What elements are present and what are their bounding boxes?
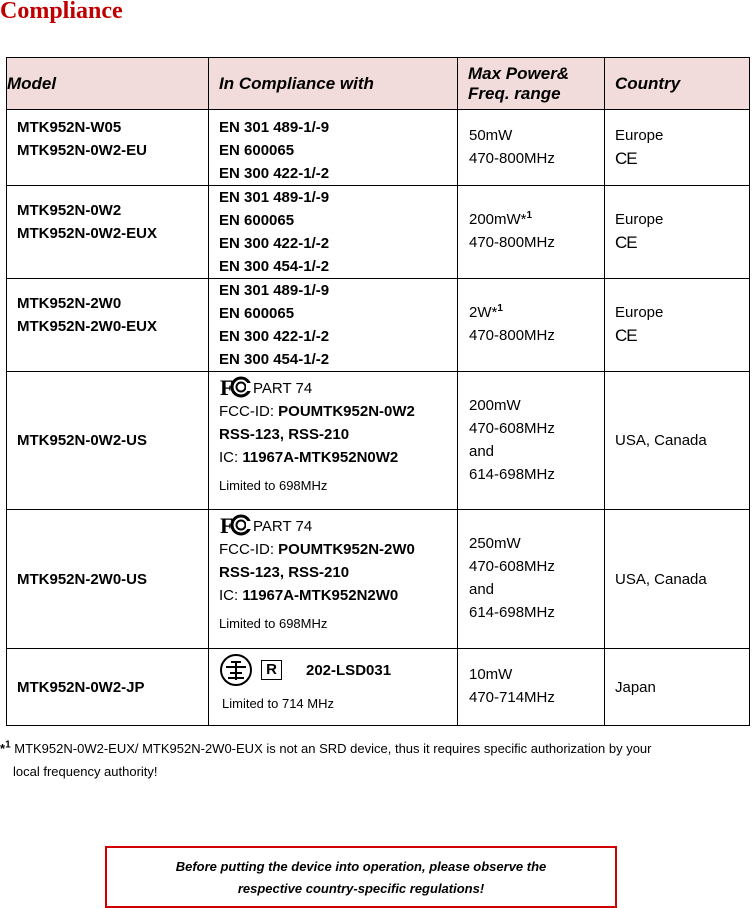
rss-standards: RSS-123, RSS-210 [219, 564, 350, 581]
freq-range: 470-608MHz [469, 420, 555, 437]
limited-note: Limited to 698MHz [219, 616, 328, 631]
model-name: MTK952N-0W2-JP [17, 678, 145, 696]
model-name: MTK952N-W05 [17, 119, 122, 136]
power-cell [458, 510, 605, 649]
standard-item: EN 600065 [219, 212, 295, 229]
standard-item: EN 300 422-1/-2 [219, 165, 330, 182]
page-title: Compliance [0, 0, 123, 24]
country-name: Europe [615, 127, 664, 144]
freq-range: 470-714MHz [469, 689, 555, 706]
power-cell [458, 186, 605, 279]
standard-item: EN 301 489-1/-9 [219, 189, 330, 206]
freq-range: 470-800MHz [469, 234, 555, 251]
freq-and: and [469, 581, 495, 598]
model-name: MTK952N-0W2-EU [17, 142, 148, 159]
country-name: Europe [615, 211, 664, 228]
ic-line [219, 584, 457, 607]
footnote-ref: 1 [497, 303, 503, 314]
fcc-id-label: FCC-ID: [219, 541, 279, 558]
table-row [7, 279, 750, 372]
standards-cell [209, 186, 458, 279]
table-row [7, 649, 750, 726]
header-power-line2: Freq. range [468, 83, 561, 103]
fcc-id-label: FCC-ID: [219, 403, 279, 420]
fcc-logo-icon [219, 375, 253, 400]
warning-line1: Before putting the device into operation, please observe the [175, 859, 547, 874]
footnote [0, 737, 753, 783]
freq-range: 470-800MHz [469, 327, 555, 344]
model-cell [7, 372, 209, 510]
freq-range: 470-800MHz [469, 150, 555, 167]
ic-label: IC: [219, 449, 243, 466]
standards-cell [209, 279, 458, 372]
power-value: 250mW [469, 535, 521, 552]
svg-text:F: F [220, 375, 234, 400]
fcc-logo-icon [219, 513, 253, 538]
model-cell [7, 279, 209, 372]
country-cell [605, 510, 750, 649]
fcc-id-line [219, 400, 457, 423]
rss-standards: RSS-123, RSS-210 [219, 426, 350, 443]
country-cell [605, 279, 750, 372]
ic-value: 11967A-MTK952N2W0 [242, 587, 399, 604]
standards-cell [209, 110, 458, 186]
country-name: USA, Canada [615, 432, 707, 449]
standard-item: EN 600065 [219, 305, 295, 322]
model-name: MTK952N-0W2-EUX [17, 225, 158, 242]
model-name: MTK952N-0W2-US [17, 432, 148, 449]
header-power [458, 58, 605, 110]
model-name: MTK952N-2W0 [17, 295, 122, 312]
fcc-part: PART 74 [253, 380, 313, 397]
ic-label: IC: [219, 587, 243, 604]
jp-cert-line [219, 653, 457, 687]
compliance-table [6, 57, 750, 726]
warning-line2: respective country-specific regulations! [237, 881, 485, 896]
power-cell [458, 110, 605, 186]
power-cell [458, 372, 605, 510]
freq-range: 614-698MHz [469, 466, 555, 483]
table-row [7, 372, 750, 510]
fcc-id-value: POUMTK952N-0W2 [278, 403, 415, 420]
standards-cell [209, 372, 458, 510]
ce-mark-icon: CE [615, 233, 637, 252]
standards-cell [209, 649, 458, 726]
country-cell [605, 186, 750, 279]
power-value: 200mW* [469, 211, 527, 228]
country-name: Europe [615, 304, 664, 321]
footnote-text: MTK952N-0W2-EUX/ MTK952N-2W0-EUX is not an SRD device, thus it requires specific authorization by your [10, 741, 652, 756]
table-row [7, 186, 750, 279]
standard-item: EN 301 489-1/-9 [219, 119, 330, 136]
country-cell [605, 110, 750, 186]
power-value: 200mW [469, 397, 521, 414]
ic-line [219, 446, 457, 469]
footnote-ref: 1 [526, 210, 533, 221]
header-power-line1: Max Power& [468, 63, 570, 83]
power-cell [458, 279, 605, 372]
footnote-text-line2: local frequency authority! [13, 764, 158, 779]
model-name: MTK952N-2W0-EUX [17, 318, 158, 335]
standard-item: EN 300 454-1/-2 [219, 258, 330, 275]
standard-item: EN 600065 [219, 142, 295, 159]
ic-value: 11967A-MTK952N0W2 [242, 449, 399, 466]
table-row [7, 510, 750, 649]
limited-note: Limited to 698MHz [219, 478, 328, 493]
giteki-mark-icon [219, 653, 253, 687]
freq-range: 470-608MHz [469, 558, 555, 575]
country-name: Japan [615, 678, 656, 696]
table-row [7, 110, 750, 186]
country-cell [605, 649, 750, 726]
power-cell [458, 649, 605, 726]
standard-item: EN 300 422-1/-2 [219, 328, 330, 345]
freq-range: 614-698MHz [469, 604, 555, 621]
header-model: Model [7, 58, 209, 110]
r-mark-icon: R [261, 660, 282, 680]
model-name: MTK952N-0W2 [17, 202, 122, 219]
limited-note: Limited to 714 MHz [222, 696, 334, 711]
ce-mark-icon: CE [615, 326, 637, 345]
standards-cell [209, 510, 458, 649]
ce-mark-icon: CE [615, 149, 637, 168]
fcc-id-line [219, 538, 457, 561]
fcc-part: PART 74 [253, 518, 313, 535]
power-value: 2W* [469, 304, 498, 321]
footnote-sup: 1 [5, 739, 11, 751]
freq-and: and [469, 443, 495, 460]
svg-text:F: F [220, 513, 234, 538]
fcc-id-value: POUMTK952N-2W0 [278, 541, 415, 558]
table-header-row [7, 58, 750, 110]
model-cell [7, 510, 209, 649]
country-name: USA, Canada [615, 570, 707, 588]
header-country: Country [605, 58, 750, 110]
model-cell [7, 186, 209, 279]
country-cell [605, 372, 750, 510]
model-cell [7, 110, 209, 186]
standard-item: EN 301 489-1/-9 [219, 282, 330, 299]
fcc-line [219, 375, 457, 400]
jp-cert-number: 202-LSD031 [306, 661, 392, 679]
standard-item: EN 300 454-1/-2 [219, 351, 330, 368]
footnote-marker: * [0, 741, 6, 756]
footnote-line1 [0, 741, 651, 756]
fcc-line [219, 513, 457, 538]
standard-item: EN 300 422-1/-2 [219, 235, 330, 252]
model-cell [7, 649, 209, 726]
header-compliance: In Compliance with [209, 58, 458, 110]
power-value: 50mW [469, 127, 513, 144]
warning-box [105, 846, 617, 908]
power-value: 10mW [469, 666, 513, 683]
model-name: MTK952N-2W0-US [17, 570, 148, 588]
